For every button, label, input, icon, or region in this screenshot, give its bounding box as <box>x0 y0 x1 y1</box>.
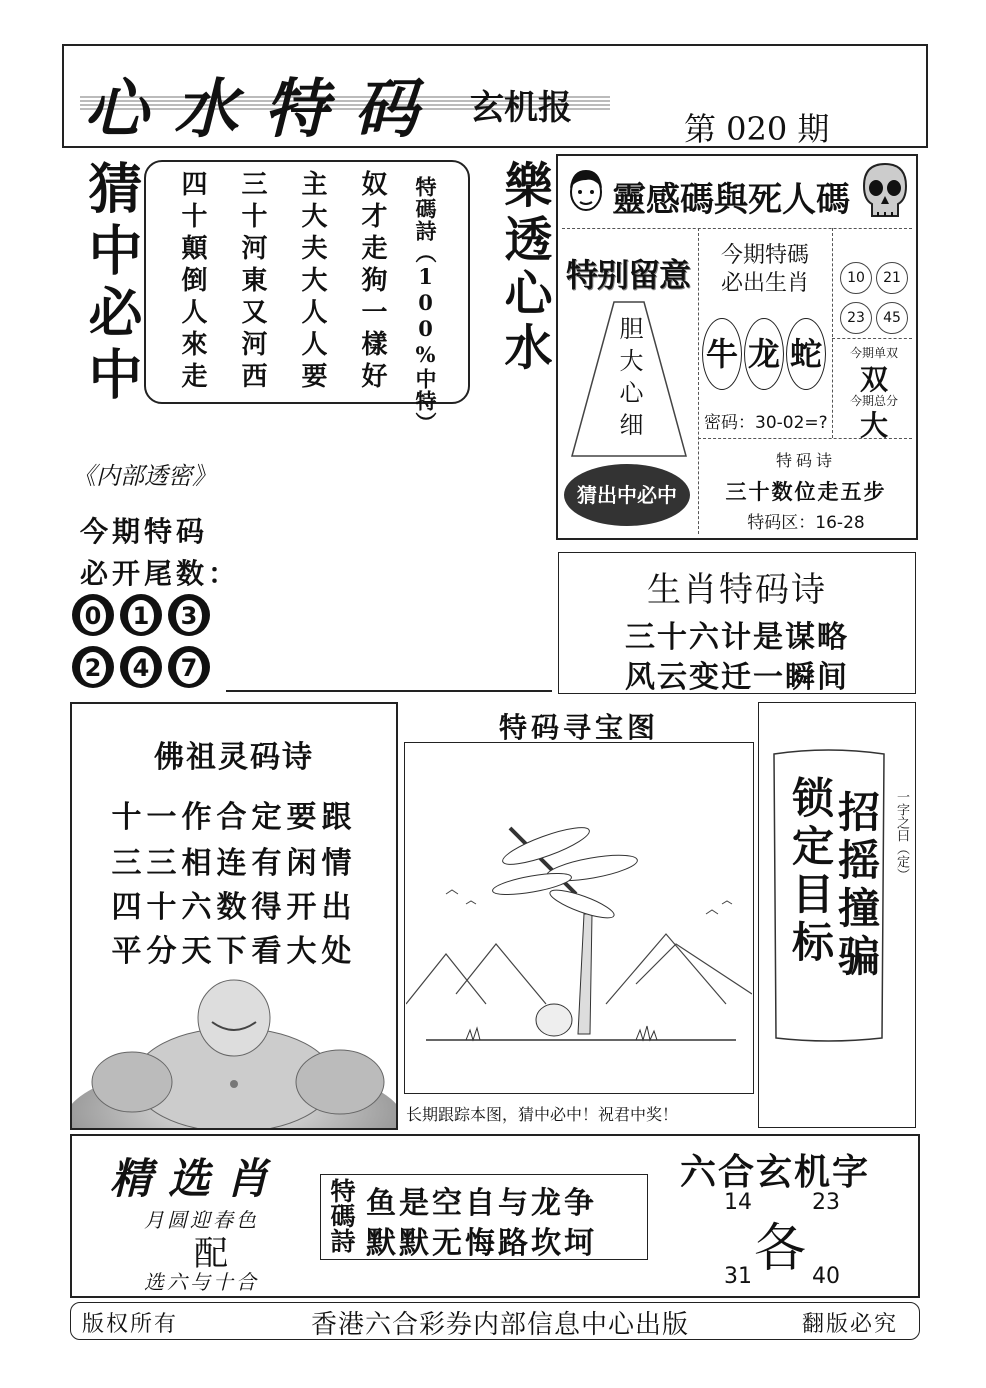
liuhe-num-23: 23 <box>812 1190 840 1215</box>
skull-icon <box>858 160 912 222</box>
tail-digit-0-text: 0 <box>80 600 106 632</box>
password-text: 密码：30-02=? <box>704 413 828 433</box>
total-label: 今期总分 <box>849 394 898 408</box>
bottom-poem-line2: 默默无悔路坎坷 <box>366 1226 597 1261</box>
zodiac-row <box>702 318 828 390</box>
face-icon <box>564 164 608 218</box>
ghost-divider-right <box>832 338 912 339</box>
bottom-poem-label: 特碼詩 <box>327 1178 356 1253</box>
buddha-poem-line4: 平分天下看大处 <box>111 934 357 969</box>
bottom-poem-line1: 鱼是空自与龙争 <box>366 1186 597 1221</box>
number-23: 23 <box>840 302 872 334</box>
middle-banner: 樂透心水 <box>496 160 552 376</box>
predict-label-text: 今期特碼必出生肖 <box>720 243 809 296</box>
liuhe-num-14: 14 <box>724 1190 752 1215</box>
tail-digit-1 <box>120 594 162 636</box>
tail-digit-4-text: 4 <box>128 652 154 684</box>
internal-line1: 今期特码 <box>80 515 209 548</box>
special-zone: 特码区：16-28 <box>747 513 865 533</box>
ghost-poem-line: 三十数位走五步 <box>725 479 887 504</box>
jingxuan-line2: 选六与十合 <box>144 1270 259 1294</box>
tail-digit-3-text: 3 <box>176 600 202 632</box>
special-notice: 特别留意 <box>566 256 691 294</box>
total-value: 大 <box>859 409 888 442</box>
zodiac-dragon: 龙 <box>744 318 784 390</box>
jingxuan-line1: 月圆迎春色 <box>144 1208 259 1232</box>
triangle-text: 胆大心细 <box>615 316 643 444</box>
poem-column-1: 奴才走狗一樣好 <box>357 170 387 394</box>
slogan-side-note: 一字之曰（定） <box>894 790 909 881</box>
buddha-poem-line2: 三三相连有闲情 <box>111 846 357 881</box>
predict-label <box>702 242 828 298</box>
tail-digit-1-text: 1 <box>128 600 154 632</box>
tail-digit-2-text: 2 <box>80 652 106 684</box>
tail-digit-7 <box>168 646 210 688</box>
left-banner: 猜中必中 <box>80 160 144 408</box>
buddha-statue-image <box>72 972 396 1128</box>
ghost-divider-top <box>562 228 912 229</box>
issue-number: 第 020 期 <box>684 110 830 148</box>
poem-side-label: 特碼詩（100%中特） <box>413 176 438 434</box>
poem-column-3: 三十河東又河西 <box>237 170 267 394</box>
zodiac-poem-line2: 风云变迁一瞬间 <box>625 660 849 695</box>
number-45: 45 <box>876 302 908 334</box>
footer-left: 版权所有 <box>82 1312 179 1337</box>
zodiac-ox: 牛 <box>702 318 742 390</box>
poem-column-2: 主大夫大人人要 <box>297 170 327 394</box>
internal-label: 《内部透密》 <box>72 462 216 490</box>
treasure-caption: 长期跟踪本图，猜中必中！祝君中奖！ <box>406 1105 679 1124</box>
poem-column-4: 四十顛倒人來走 <box>177 170 207 394</box>
liuhe-num-40: 40 <box>812 1264 840 1289</box>
liuhe-num-31: 31 <box>724 1264 752 1289</box>
tail-digit-0 <box>72 594 114 636</box>
ghost-panel-title: 靈感碼與死人碼 <box>612 180 850 220</box>
internal-underline <box>226 690 552 692</box>
liuhe-title: 六合玄机字 <box>680 1151 871 1193</box>
guess-oval: 猜出中必中 <box>564 464 690 526</box>
tail-digit-4 <box>120 646 162 688</box>
ghost-divider-v2 <box>832 228 833 438</box>
page-subtitle: 玄机报 <box>470 88 572 128</box>
slogan-column-2: 锁定目标 <box>786 776 835 968</box>
internal-line2: 必开尾数： <box>80 557 241 590</box>
tail-digit-3 <box>168 594 210 636</box>
slogan-column-1: 招摇撞骗 <box>832 790 881 982</box>
page-title: 心水特码 <box>84 72 444 147</box>
tail-digit-2 <box>72 646 114 688</box>
number-21: 21 <box>876 262 908 294</box>
jingxuan-title: 精选肖 <box>110 1154 285 1203</box>
odd-even-value: 双 <box>859 363 888 396</box>
ghost-divider-v1 <box>698 228 699 534</box>
footer-center: 香港六合彩券内部信息中心出版 <box>310 1310 689 1340</box>
tail-digit-7-text: 7 <box>176 652 202 684</box>
zodiac-poem-line1: 三十六计是谋略 <box>625 620 849 655</box>
dragonfly-landscape-image <box>406 744 752 1092</box>
liuhe-center-char: 各 <box>754 1219 807 1279</box>
buddha-poem-line3: 四十六数得开出 <box>111 890 357 925</box>
treasure-title: 特码寻宝图 <box>498 711 659 744</box>
buddha-poem-line1: 十一作合定要跟 <box>111 800 357 835</box>
number-10: 10 <box>840 262 872 294</box>
footer-right: 翻版必究 <box>802 1312 899 1337</box>
odd-even-label: 今期单双 <box>849 346 898 360</box>
ghost-poem-label: 特码诗 <box>775 451 836 470</box>
zodiac-poem-title: 生肖特码诗 <box>647 570 827 610</box>
buddha-poem-title: 佛祖灵码诗 <box>154 740 314 775</box>
zodiac-snake: 蛇 <box>786 318 826 390</box>
jingxuan-pei: 配 <box>194 1234 228 1274</box>
